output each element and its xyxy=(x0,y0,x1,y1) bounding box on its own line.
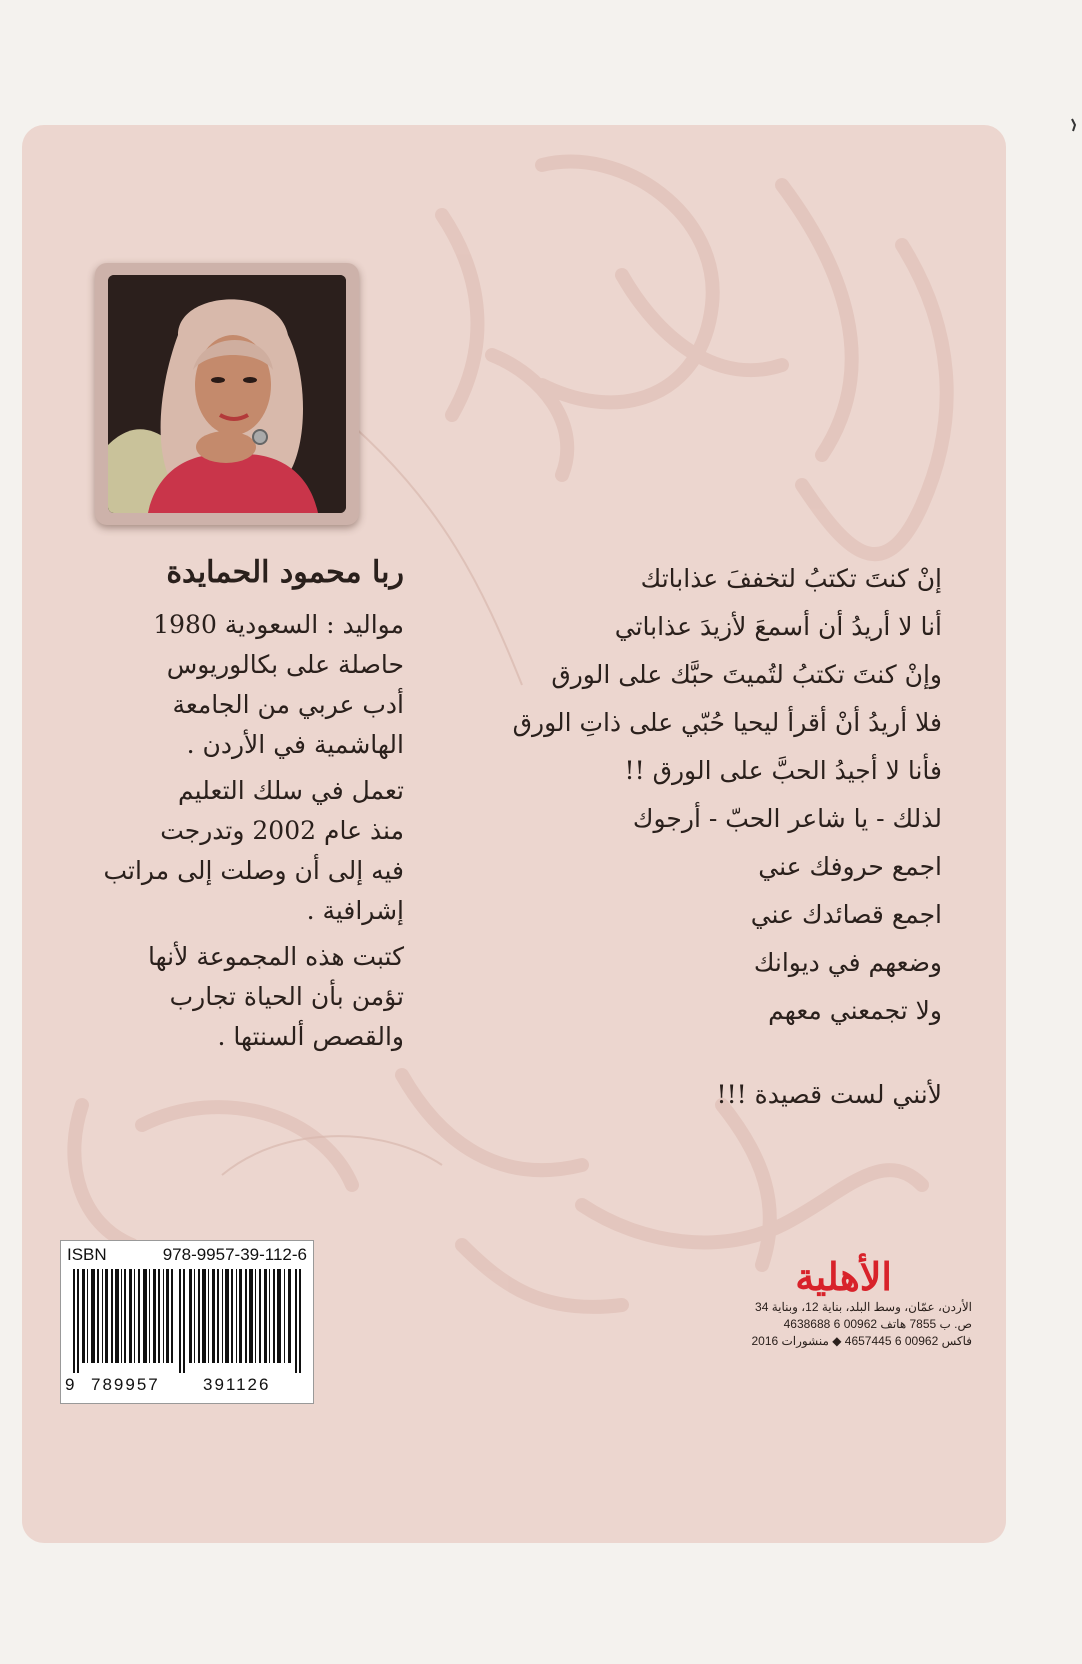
author-photo-frame xyxy=(95,263,359,525)
bio-line: منذ عام 2002 وتدرجت xyxy=(160,816,404,845)
author-name: ربا محمود الحمايدة xyxy=(166,555,404,590)
bio-line: والقصص ألسنتها . xyxy=(217,1022,404,1051)
poem-line: اجمع حروفك عني xyxy=(758,852,942,881)
poem-line: فلا أريدُ أنْ أقرأ ليحيا حُبّي على ذاتِ الورق xyxy=(512,708,942,737)
barcode-digit-first: 9 xyxy=(65,1375,75,1394)
publisher-address-line: ص. ب 7855 هاتف 00962 6 4638688 xyxy=(783,1317,972,1331)
bio-line: تعمل في سلك التعليم xyxy=(178,776,404,805)
poem-line: اجمع قصائدك عني xyxy=(750,900,942,929)
poem-line: وإنْ كنتَ تكتبُ لتُميتَ حبَّك على الورق xyxy=(551,660,942,689)
isbn-label-row xyxy=(67,1245,307,1265)
back-cover xyxy=(22,125,1006,1543)
poem-closing-line: لأنني لست قصيدة !!! xyxy=(716,1080,942,1109)
publisher-address-line: فاكس 00962 6 4657445 ◆ منشورات 2016 xyxy=(751,1334,972,1348)
bio-line: تؤمن بأن الحياة تجارب xyxy=(169,982,404,1011)
poem-line: وضعهم في ديوانك xyxy=(753,948,942,977)
isbn-number: 978-9957-39-112-6 xyxy=(162,1245,307,1264)
corner-mark xyxy=(1070,118,1078,132)
poem xyxy=(422,555,978,1119)
barcode-digits-left: 789957 xyxy=(91,1375,160,1394)
poem-line: أنا لا أريدُ أن أسمعَ لأزيدَ عذاباتي xyxy=(614,612,942,641)
bio-line: فيه إلى أن وصلت إلى مراتب xyxy=(103,856,404,885)
poem-line: لذلك - يا شاعر الحبّ - أرجوك xyxy=(632,804,942,833)
bio-line: كتبت هذه المجموعة لأنها xyxy=(148,942,404,971)
bio-line: إشرافية . xyxy=(306,896,404,925)
bio-line: مواليد : السعودية 1980 xyxy=(153,610,404,639)
isbn-barcode xyxy=(60,1240,314,1404)
poem-line: ولا تجمعني معهم xyxy=(768,996,942,1025)
isbn-label: ISBN xyxy=(67,1245,107,1264)
poem-line: إنْ كنتَ تكتبُ لتخففَ عذاباتك xyxy=(640,564,942,593)
barcode-bars xyxy=(71,1269,303,1373)
bio-line: الهاشمية في الأردن . xyxy=(186,730,404,759)
author-photo xyxy=(108,275,346,513)
bio-line: حاصلة على بكالوريوس xyxy=(166,650,404,679)
author-bio xyxy=(82,555,404,1057)
poem-line: فأنا لا أجيدُ الحبَّ على الورق !! xyxy=(624,756,942,785)
publisher-logo: الأهلية xyxy=(795,1254,892,1299)
publisher-address-line: الأردن، عمّان، وسط البلد، بناية 12، وبناية 34 xyxy=(755,1300,972,1314)
bio-line: أدب عربي من الجامعة xyxy=(172,690,404,719)
publisher-block xyxy=(672,1255,972,1350)
author-portrait-image xyxy=(108,275,346,513)
barcode-digits xyxy=(61,1375,313,1399)
barcode-digits-right: 391126 xyxy=(203,1375,271,1394)
